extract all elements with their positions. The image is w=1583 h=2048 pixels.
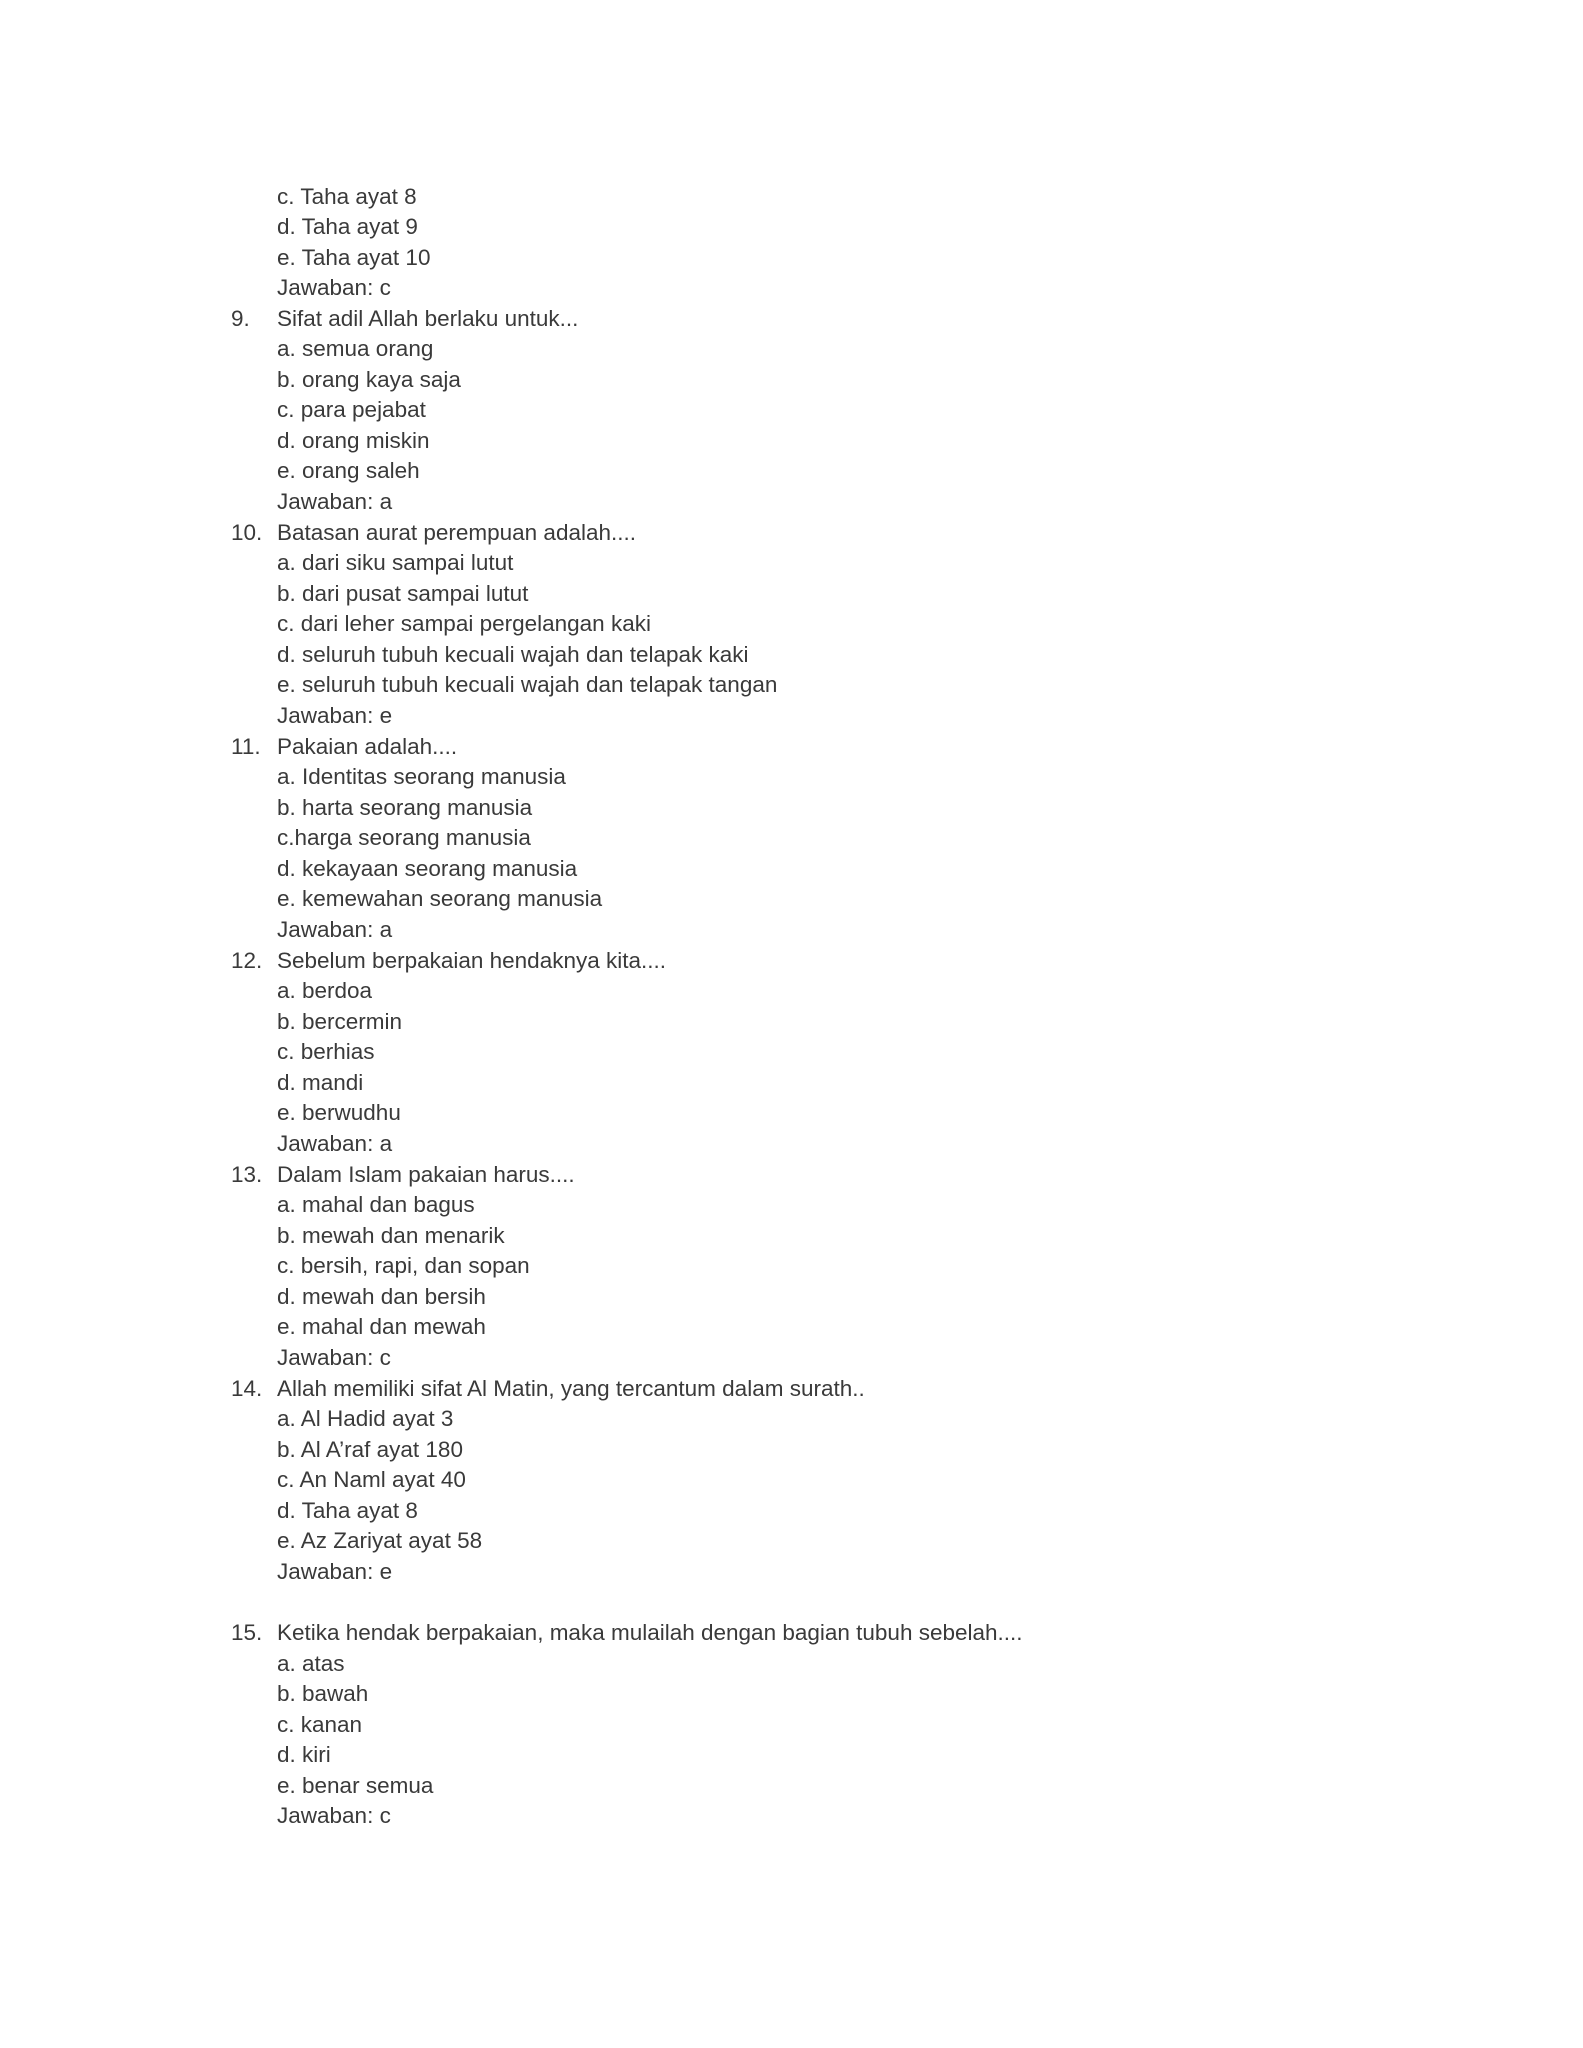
option-line: d. kekayaan seorang manusia — [277, 856, 578, 881]
question-text: Dalam Islam pakaian harus.... — [277, 1162, 575, 1187]
option-line: e. orang saleh — [277, 458, 420, 483]
option-line: a. dari siku sampai lutut — [277, 550, 514, 575]
option-line: d. seluruh tubuh kecuali wajah dan telapak kaki — [277, 642, 749, 667]
option-line: c. Taha ayat 8 — [277, 184, 417, 209]
question-number: 11. — [231, 734, 261, 759]
option-line: c. para pejabat — [277, 397, 426, 422]
option-line: c. berhias — [277, 1039, 375, 1064]
answer-line: Jawaban: e — [277, 703, 393, 728]
option-line: a. Al Hadid ayat 3 — [277, 1406, 454, 1431]
option-line: d. Taha ayat 9 — [277, 214, 418, 239]
answer-line: Jawaban: a — [277, 917, 393, 942]
question-number: 10. — [231, 520, 263, 545]
question-number: 9. — [231, 306, 250, 331]
option-line: d. mewah dan bersih — [277, 1284, 486, 1309]
option-line: c. bersih, rapi, dan sopan — [277, 1253, 530, 1278]
option-line: a. Identitas seorang manusia — [277, 764, 566, 789]
question-number: 14. — [231, 1376, 263, 1401]
option-line: b. bawah — [277, 1681, 369, 1706]
option-line: e. Az Zariyat ayat 58 — [277, 1528, 483, 1553]
option-line: a. berdoa — [277, 978, 373, 1003]
question-text: Allah memiliki sifat Al Matin, yang tercantum dalam surath.. — [277, 1376, 865, 1401]
answer-line: Jawaban: c — [277, 1803, 391, 1828]
option-line: e. Taha ayat 10 — [277, 245, 431, 270]
option-line: b. dari pusat sampai lutut — [277, 581, 529, 606]
option-line: b. Al A’raf ayat 180 — [277, 1437, 463, 1462]
option-line: e. seluruh tubuh kecuali wajah dan telapak tangan — [277, 672, 778, 697]
option-line: c. An Naml ayat 40 — [277, 1467, 466, 1492]
question-number: 12. — [231, 948, 263, 973]
answer-line: Jawaban: c — [277, 1345, 391, 1370]
answer-line: Jawaban: a — [277, 489, 393, 514]
question-text: Sebelum berpakaian hendaknya kita.... — [277, 948, 667, 973]
option-line: c. kanan — [277, 1712, 363, 1737]
answer-line: Jawaban: c — [277, 275, 391, 300]
question-number: 15. — [231, 1620, 263, 1645]
question-text: Pakaian adalah.... — [277, 734, 458, 759]
option-line: e. mahal dan mewah — [277, 1314, 486, 1339]
option-line: d. orang miskin — [277, 428, 430, 453]
option-line: d. Taha ayat 8 — [277, 1498, 418, 1523]
option-line: b. bercermin — [277, 1009, 403, 1034]
option-line: b. harta seorang manusia — [277, 795, 533, 820]
option-line: d. kiri — [277, 1742, 331, 1767]
option-line: a. atas — [277, 1651, 345, 1676]
option-line: e. benar semua — [277, 1773, 434, 1798]
question-text: Ketika hendak berpakaian, maka mulailah dengan bagian tubuh sebelah.... — [277, 1620, 1023, 1645]
answer-line: Jawaban: a — [277, 1131, 393, 1156]
option-line: e. berwudhu — [277, 1100, 401, 1125]
option-line: c. dari leher sampai pergelangan kaki — [277, 611, 651, 636]
option-line: e. kemewahan seorang manusia — [277, 886, 603, 911]
option-line: b. mewah dan menarik — [277, 1223, 505, 1248]
question-text: Sifat adil Allah berlaku untuk... — [277, 306, 579, 331]
option-line: a. mahal dan bagus — [277, 1192, 475, 1217]
question-number: 13. — [231, 1162, 263, 1187]
option-line: d. mandi — [277, 1070, 364, 1095]
question-text: Batasan aurat perempuan adalah.... — [277, 520, 637, 545]
option-line: a. semua orang — [277, 336, 434, 361]
option-line: c.harga seorang manusia — [277, 825, 531, 850]
option-line: b. orang kaya saja — [277, 367, 461, 392]
answer-line: Jawaban: e — [277, 1559, 393, 1584]
